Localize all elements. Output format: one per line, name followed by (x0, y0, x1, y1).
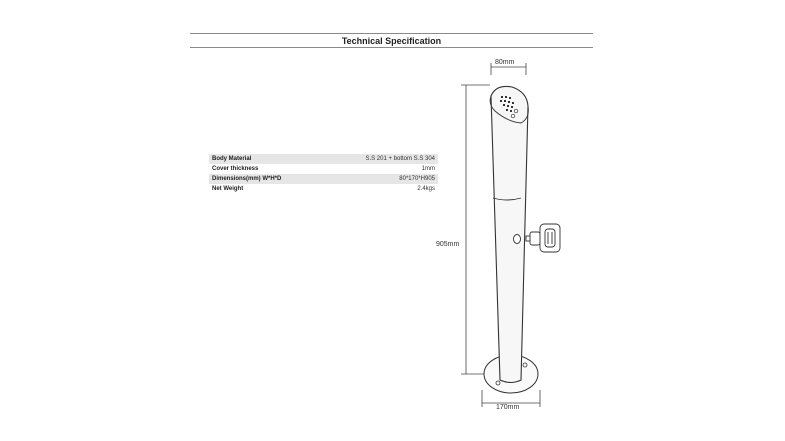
spec-value: 2.4kgs (417, 186, 435, 192)
page-title: Technical Specification (341, 36, 442, 46)
dim-label-height: 905mm (436, 241, 460, 248)
spec-label: Body Material (209, 154, 323, 164)
dim-label-base: 170mm (496, 404, 520, 411)
spec-value: 80*170*H905 (323, 174, 438, 184)
spec-value: 1mm (421, 166, 435, 172)
pole-body (491, 86, 528, 382)
spec-label: Net Weight (212, 186, 244, 192)
spec-value: S.S 201 + bottom S.S 304 (323, 154, 438, 164)
spec-label: Cover thickness (212, 166, 259, 172)
spec-label: Dimensions(mm) W*H*D (209, 174, 323, 184)
key-icon (526, 224, 560, 252)
lock-icon (514, 235, 521, 244)
dim-label-width: 80mm (495, 59, 515, 66)
